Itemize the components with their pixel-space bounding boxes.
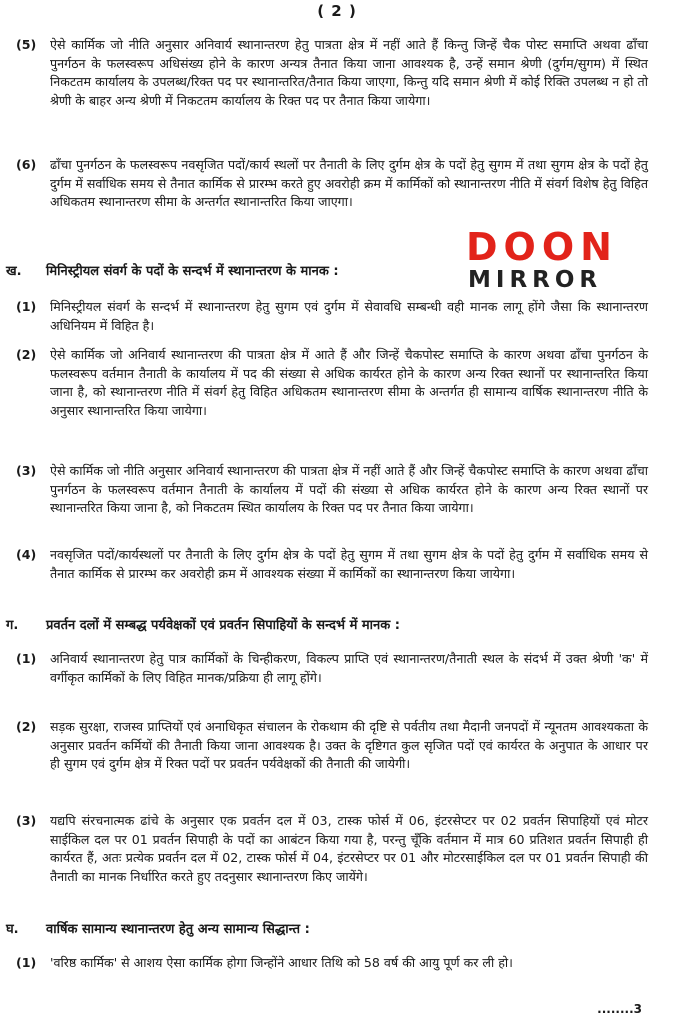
page-number: ( 2 ) (317, 2, 357, 20)
item-text: ऐसे कार्मिक जो नीति अनुसार अनिवार्य स्थानान्तरण की पात्रता क्षेत्र में नहीं आते हैं और जिन्हें चैकपोस्ट समाप्ति के कारण अथवा ढाँचा पुनर्गठन के फलस्वरूप वर्तमान तैनाती के कार्यालय में पदों की संख्या से अधिक कार्यरत होने के कारण अन्य रिक्त स्थानों पर स्थानान्तरित किया जाना है, को निकटतम स्थित कार्यालय के रिक्त पद पर तैनात किया जायेगा। (50, 463, 648, 515)
section-title: मिनिस्ट्रीयल संवर्ग के पदों के सन्दर्भ में स्थानान्तरण के मानक : (46, 264, 339, 279)
item-number: (6) (16, 157, 37, 172)
section-letter: ख. (6, 264, 22, 279)
item-text: यद्यपि संरचनात्मक ढांचे के अनुसार एक प्रवर्तन दल में 03, टास्क फोर्स में 06, इंटरसेप्टर पर 02 प्रवर्तन सिपाहियों एवं मोटर साईकिल दल पर 01 प्रवर्तन सिपाही के पदों का आबंटन किया गया है, परन्तु चूँकि वर्तमान में मात्र 60 प्रतिशत प्रवर्तन सिपाही ही कार्यरत हैं, अतः प्रत्येक प्रवर्तन दल में 02, टास्क फोर्स में 04, इंटरसेप्टर पर 01 और मोटरसाईकिल दल पर 01 प्रवर्तन सिपाही की तैनाती का मानक निर्धारित करते हुए तदनुसार स्थानान्तरण किए जायेंगे। (50, 813, 648, 884)
list-item (0, 546, 674, 604)
item-number: (1) (16, 299, 37, 314)
item-text: 'वरिष्ठ कार्मिक' से आशय ऐसा कार्मिक होगा जिन्होंने आधार तिथि को 58 वर्ष की आयु पूर्ण कर ली हो। (50, 955, 513, 970)
list-item (0, 718, 674, 796)
list-item (0, 462, 674, 538)
logo-line2: MIRROR (468, 267, 603, 293)
list-item (0, 812, 674, 912)
section-letter: घ. (6, 922, 19, 937)
list-item (0, 650, 674, 708)
section-heading (6, 262, 466, 282)
item-text: नवसृजित पदों/कार्यस्थलों पर तैनाती के लिए दुर्गम क्षेत्र के पदों हेतु सुगम में तथा सुगम क्षेत्र के पदों हेतु दुर्गम में सर्वाधिक समय से तैनात कार्मिक से प्रारम्भ कर अवरोही क्रम में आवश्यक संख्या में कार्मिकों का स्थानान्तरण किया जायेगा। (50, 547, 648, 581)
item-number: (1) (16, 955, 37, 970)
section-letter: ग. (6, 618, 19, 633)
list-item (0, 346, 674, 458)
item-number: (4) (16, 547, 37, 562)
list-item (0, 298, 674, 338)
item-number: (2) (16, 719, 37, 734)
item-text: सड़क सुरक्षा, राजस्व प्राप्तियों एवं अनाधिकृत संचालन के रोकथाम की दृष्टि से पर्वतीय तथा मैदानी जनपदों में न्यूनतम आवश्यकता के अनुसार प्रवर्तन कर्मियों की तैनाती किया जाना आवश्यक है। उक्त के दृष्टिगत कुल सृजित पदों एवं कार्यरत के अनुपात के आधार पर ही सुगम एवं दुर्गम क्षेत्र में रिक्त पदों पर प्रवर्तन पर्यवेक्षकों की तैनाती की जायेगी। (50, 719, 648, 771)
item-text: ऐसे कार्मिक जो अनिवार्य स्थानान्तरण की पात्रता क्षेत्र में आते हैं और जिन्हें चैकपोस्ट समाप्ति के कारण अथवा ढाँचा पुनर्गठन के फलस्वरूप वर्तमान तैनाती के कार्यालय में पद की संख्या से अधिक कार्यरत होने के कारण अन्य रिक्त स्थानों पर स्थानान्तरित किया जाना है, को स्थानान्तरण नीति में संवर्ग हेतु विहित अधिकतम स्थानान्तरण सीमा के अन्तर्गत ही सामान्य वार्षिक स्थानान्तरण नीति के अनुसार स्थानान्तरित किया जायेगा। (50, 347, 648, 418)
continuation-marker: ........3 (597, 1002, 642, 1016)
item-text: ऐसे कार्मिक जो नीति अनुसार अनिवार्य स्थानान्तरण हेतु पात्रता क्षेत्र में नहीं आते हैं किन्तु जिन्हें चैक पोस्ट समाप्ति अथवा ढाँचा पुनर्गठन के फलस्वरूप अधिसंख्य होने के कारण अन्यत्र तैनात किया जाना आवश्यक है, उन्हें समान श्रेणी (दुर्गम/सुगम) में स्थित निकटतम कार्यालय के उपलब्ध/रिक्त पद पर स्थानान्तरित/तैनात किया जाएगा, किन्तु यदि समान श्रेणी में कोई रिक्ति उपलब्ध न हो तो श्रेणी के बाहर अन्य श्रेणी में निकटतम कार्यालय के रिक्त पद पर तैनात किया जायेगा। (50, 37, 648, 108)
section-title: प्रवर्तन दलों में सम्बद्ध पर्यवेक्षकों एवं प्रवर्तन सिपाहियों के सन्दर्भ में मानक : (46, 618, 400, 633)
item-number: (1) (16, 651, 37, 666)
item-number: (2) (16, 347, 37, 362)
section-heading (6, 920, 486, 940)
logo-line1: DOON (466, 225, 618, 269)
item-text: ढाँचा पुनर्गठन के फलस्वरूप नवसृजित पदों/कार्य स्थलों पर तैनाती के लिए दुर्गम क्षेत्र के पदों हेतु सुगम में तथा सुगम क्षेत्र के पदों हेतु दुर्गम में सर्वाधिक समय से तैनात कार्मिक से प्रारम्भ करते हुए अवरोही क्रम में कार्मिकों को स्थानान्तरण नीति में संवर्ग विशेष हेतु विहित अधिकतम स्थानान्तरण सीमा के अन्तर्गत स्थानान्तरित किया जाएगा। (50, 157, 648, 209)
item-text: मिनिस्ट्रीयल संवर्ग के सन्दर्भ में स्थानान्तरण हेतु सुगम एवं दुर्गम में सेवावधि सम्बन्धी वही मानक लागू होंगे जैसा कि स्थानान्तरण अधिनियम में विहित है। (50, 299, 648, 333)
section-title: वार्षिक सामान्य स्थानान्तरण हेतु अन्य सामान्य सिद्धान्त : (46, 922, 310, 937)
doon-mirror-logo (462, 225, 618, 298)
list-item (0, 954, 674, 994)
item-number: (5) (16, 37, 37, 52)
section-heading (6, 616, 626, 636)
item-number: (3) (16, 813, 37, 828)
item-number: (3) (16, 463, 37, 478)
list-item (0, 36, 674, 148)
item-text: अनिवार्य स्थानान्तरण हेतु पात्र कार्मिकों के चिन्हीकरण, विकल्प प्राप्ति एवं स्थानान्तरण/तैनाती स्थल के संदर्भ में उक्त श्रेणी 'क' में वर्गीकृत कार्मिकों के लिए विहित मानक/प्रक्रिया ही लागू होंगे। (50, 651, 648, 685)
